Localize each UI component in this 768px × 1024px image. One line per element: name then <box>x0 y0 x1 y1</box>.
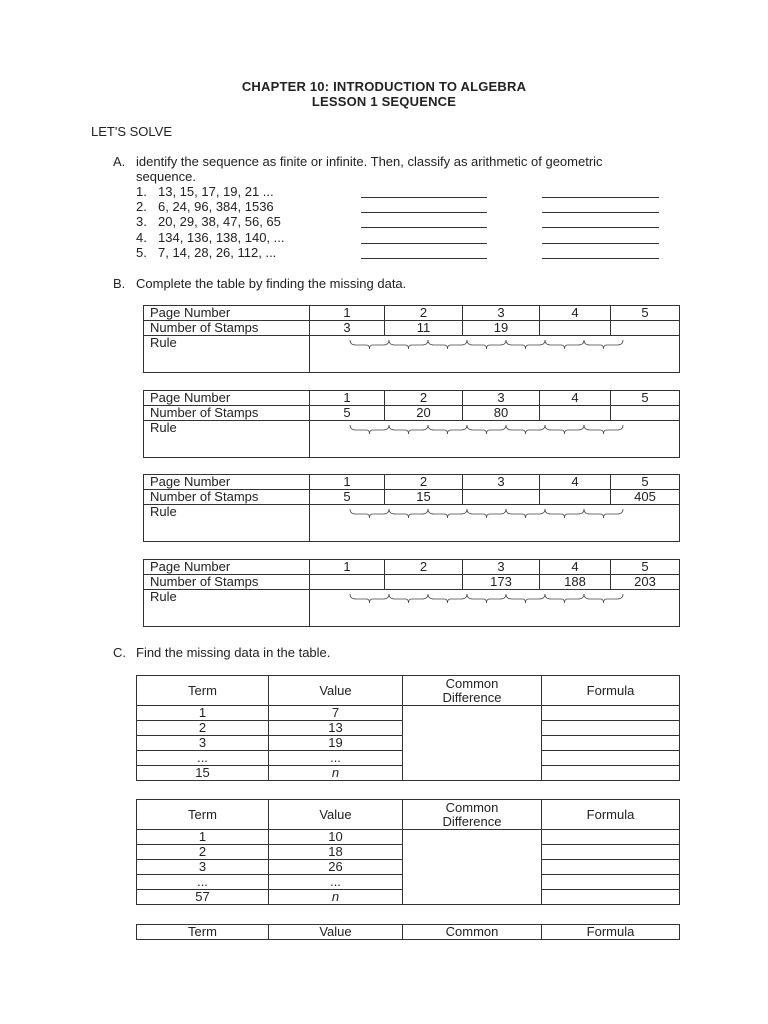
term-cell: ... <box>137 875 269 890</box>
stamps-value-cell: 173 <box>463 575 540 590</box>
value-cell: 10 <box>269 830 403 845</box>
value-cell: 7 <box>269 706 403 721</box>
rule-answer-cell[interactable] <box>310 505 680 542</box>
value-cell: 19 <box>269 736 403 751</box>
common-difference-header: Common <box>403 925 542 940</box>
common-difference-answer-cell[interactable] <box>403 830 542 905</box>
stamps-answer-cell[interactable] <box>385 575 463 590</box>
page-number-label: Page Number <box>144 475 310 490</box>
formula-answer-cell[interactable] <box>542 890 680 905</box>
stamps-answer-cell[interactable] <box>611 321 680 336</box>
formula-header: Formula <box>542 925 680 940</box>
value-cell: ... <box>269 751 403 766</box>
formula-answer-cell[interactable] <box>542 860 680 875</box>
value-cell: 26 <box>269 860 403 875</box>
formula-answer-cell[interactable] <box>542 721 680 736</box>
page-number-cell: 5 <box>611 306 680 321</box>
value-cell: 13 <box>269 721 403 736</box>
stamps-value-cell: 80 <box>463 406 540 421</box>
section-b-instruction: Complete the table by finding the missing data. <box>136 276 407 291</box>
rule-label: Rule <box>144 421 310 458</box>
sequence-item-number: 3. <box>136 214 147 229</box>
page-number-cell: 4 <box>540 306 611 321</box>
section-a-instruction-cont: sequence. <box>136 169 196 184</box>
number-of-stamps-label: Number of Stamps <box>144 575 310 590</box>
formula-answer-cell[interactable] <box>542 736 680 751</box>
page-number-cell: 3 <box>463 560 540 575</box>
chapter-title: CHAPTER 10: INTRODUCTION TO ALGEBRA <box>241 79 527 94</box>
number-of-stamps-label: Number of Stamps <box>144 490 310 505</box>
formula-answer-cell[interactable] <box>542 751 680 766</box>
partial-term-table <box>136 924 680 940</box>
stamps-answer-cell[interactable] <box>463 490 540 505</box>
value-header: Value <box>269 925 403 940</box>
page-number-cell: 2 <box>385 306 463 321</box>
term-cell: 1 <box>137 706 269 721</box>
stamps-value-cell: 203 <box>611 575 680 590</box>
page-number-cell: 5 <box>611 475 680 490</box>
rule-label: Rule <box>144 336 310 373</box>
common-difference-line2: Difference <box>442 813 502 829</box>
arithmetic-geometric-answer-blank[interactable] <box>542 243 659 244</box>
section-c-marker: C. <box>113 645 126 660</box>
sequence-item-text: 13, 15, 17, 19, 21 ... <box>158 184 274 199</box>
number-of-stamps-label: Number of Stamps <box>144 321 310 336</box>
sequence-item-number: 2. <box>136 199 147 214</box>
rule-answer-cell[interactable] <box>310 590 680 627</box>
page-number-label: Page Number <box>144 560 310 575</box>
term-table <box>136 675 680 781</box>
sequence-item-number: 5. <box>136 245 147 260</box>
common-difference-line2: Difference <box>442 689 502 705</box>
rule-brace-graphic <box>310 590 679 626</box>
term-cell: 2 <box>137 721 269 736</box>
stamps-value-cell: 11 <box>385 321 463 336</box>
sequence-item-number: 1. <box>136 184 147 199</box>
term-header: Term <box>137 800 269 830</box>
page-number-cell: 4 <box>540 560 611 575</box>
term-cell: ... <box>137 751 269 766</box>
term-cell: 3 <box>137 860 269 875</box>
common-difference-header <box>403 676 542 706</box>
arithmetic-geometric-answer-blank[interactable] <box>542 212 659 213</box>
rule-brace-graphic <box>310 421 679 457</box>
section-c-instruction: Find the missing data in the table. <box>136 645 331 660</box>
value-header: Value <box>269 800 403 830</box>
stamps-answer-cell[interactable] <box>611 406 680 421</box>
page-number-label: Page Number <box>144 391 310 406</box>
stamps-answer-cell[interactable] <box>310 575 385 590</box>
arithmetic-geometric-answer-blank[interactable] <box>542 197 659 198</box>
page-number-cell: 5 <box>611 391 680 406</box>
finite-infinite-answer-blank[interactable] <box>361 243 487 244</box>
sequence-item-text: 20, 29, 38, 47, 56, 65 <box>158 214 281 229</box>
value-cell: 18 <box>269 845 403 860</box>
stamps-value-cell: 3 <box>310 321 385 336</box>
page-number-cell: 2 <box>385 560 463 575</box>
value-cell: ... <box>269 875 403 890</box>
term-header: Term <box>137 676 269 706</box>
page-number-cell: 5 <box>611 560 680 575</box>
formula-answer-cell[interactable] <box>542 766 680 781</box>
stamps-value-cell: 20 <box>385 406 463 421</box>
stamp-table <box>143 474 680 542</box>
term-header: Term <box>137 925 269 940</box>
value-header: Value <box>269 676 403 706</box>
arithmetic-geometric-answer-blank[interactable] <box>542 258 659 259</box>
page-number-cell: 4 <box>540 391 611 406</box>
finite-infinite-answer-blank[interactable] <box>361 197 487 198</box>
common-difference-line1: Common <box>445 675 499 691</box>
stamps-answer-cell[interactable] <box>540 321 611 336</box>
sequence-item-text: 134, 136, 138, 140, ... <box>158 230 285 245</box>
term-cell: 57 <box>137 890 269 905</box>
lesson-title: LESSON 1 SEQUENCE <box>311 94 457 109</box>
formula-answer-cell[interactable] <box>542 830 680 845</box>
number-of-stamps-label: Number of Stamps <box>144 406 310 421</box>
common-difference-answer-cell[interactable] <box>403 706 542 781</box>
sequence-item-text: 7, 14, 28, 26, 112, ... <box>158 245 277 260</box>
rule-answer-cell[interactable] <box>310 336 680 373</box>
page-number-cell: 2 <box>385 391 463 406</box>
term-cell: 2 <box>137 845 269 860</box>
page-number-cell: 3 <box>463 475 540 490</box>
finite-infinite-answer-blank[interactable] <box>361 258 487 259</box>
page-number-cell: 1 <box>310 306 385 321</box>
stamps-value-cell: 405 <box>611 490 680 505</box>
stamp-table <box>143 390 680 458</box>
value-cell: n <box>269 766 403 781</box>
stamp-table <box>143 305 680 373</box>
stamps-value-cell: 19 <box>463 321 540 336</box>
rule-answer-cell[interactable] <box>310 421 680 458</box>
sequence-item-text: 6, 24, 96, 384, 1536 <box>158 199 274 214</box>
rule-label: Rule <box>144 590 310 627</box>
finite-infinite-answer-blank[interactable] <box>361 212 487 213</box>
lets-solve-heading: LET'S SOLVE <box>91 124 172 139</box>
page-number-cell: 1 <box>310 560 385 575</box>
formula-answer-cell[interactable] <box>542 845 680 860</box>
term-cell: 1 <box>137 830 269 845</box>
stamps-value-cell: 188 <box>540 575 611 590</box>
page-number-cell: 3 <box>463 391 540 406</box>
common-difference-line1: Common <box>445 799 499 815</box>
term-cell: 3 <box>137 736 269 751</box>
common-difference-header <box>403 800 542 830</box>
formula-header: Formula <box>542 800 680 830</box>
page-number-cell: 2 <box>385 475 463 490</box>
term-cell: 15 <box>137 766 269 781</box>
section-a-instruction: identify the sequence as finite or infinite. Then, classify as arithmetic of geometric <box>136 154 603 169</box>
stamp-table <box>143 559 680 627</box>
formula-answer-cell[interactable] <box>542 875 680 890</box>
rule-brace-graphic <box>310 336 679 372</box>
stamps-value-cell: 5 <box>310 406 385 421</box>
rule-brace-graphic <box>310 505 679 541</box>
section-b-marker: B. <box>113 276 126 291</box>
formula-answer-cell[interactable] <box>542 706 680 721</box>
formula-header: Formula <box>542 676 680 706</box>
stamps-value-cell: 15 <box>385 490 463 505</box>
term-table <box>136 799 680 905</box>
page-number-label: Page Number <box>144 306 310 321</box>
page-number-cell: 1 <box>310 475 385 490</box>
arithmetic-geometric-answer-blank[interactable] <box>542 227 659 228</box>
page-number-cell: 4 <box>540 475 611 490</box>
value-cell: n <box>269 890 403 905</box>
rule-label: Rule <box>144 505 310 542</box>
page-number-cell: 3 <box>463 306 540 321</box>
sequence-item-number: 4. <box>136 230 147 245</box>
stamps-answer-cell[interactable] <box>540 490 611 505</box>
section-a-marker: A. <box>113 154 126 169</box>
finite-infinite-answer-blank[interactable] <box>361 227 487 228</box>
stamps-answer-cell[interactable] <box>540 406 611 421</box>
stamps-value-cell: 5 <box>310 490 385 505</box>
page-number-cell: 1 <box>310 391 385 406</box>
